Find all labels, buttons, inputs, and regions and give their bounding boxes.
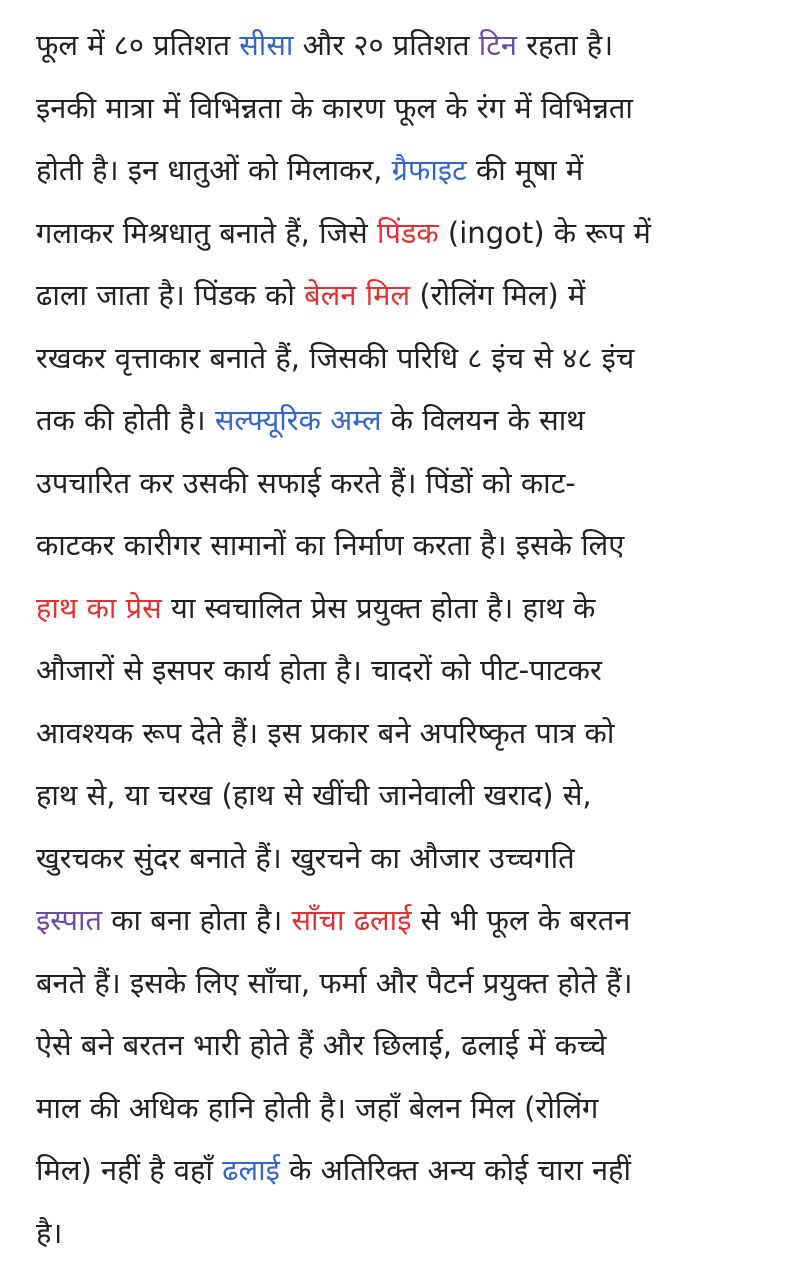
text-segment: होती है। इन धातुओं को मिलाकर, — [36, 153, 392, 187]
text-segment: इनकी मात्रा में विभिन्नता के कारण फूल के रंग में विभिन्नता — [36, 91, 633, 125]
text-segment: औजारों से इसपर कार्य होता है। चादरों को पीट-पाटकर — [36, 653, 602, 687]
text-segment: फूल में ८० प्रतिशत — [36, 28, 239, 62]
text-line — [36, 452, 768, 515]
text-line — [36, 1139, 768, 1202]
text-line — [36, 764, 768, 827]
text-segment: ऐसे बने बरतन भारी होते हैं और छिलाई, ढलाई में कच्चे — [36, 1028, 606, 1062]
text-line — [36, 389, 768, 452]
article-link[interactable]: ढलाई — [222, 1153, 280, 1187]
text-segment: है। — [36, 1216, 62, 1250]
text-line — [36, 327, 768, 390]
text-line — [36, 702, 768, 765]
article-link[interactable]: टिन — [479, 28, 517, 62]
text-segment: बनते हैं। इसके लिए साँचा, फर्मा और पैटर्न प्रयुक्त होते हैं। — [36, 966, 633, 1000]
text-line — [36, 827, 768, 890]
text-segment: रखकर वृत्ताकार बनाते हैं, जिसकी परिधि ८ इंच से ४८ इंच — [36, 341, 634, 375]
article-link[interactable]: बेलन मिल — [304, 278, 410, 312]
text-segment: उपचारित कर उसकी सफाई करते हैं। पिंडों को काट- — [36, 466, 576, 500]
text-segment: का बना होता है। — [102, 903, 291, 937]
text-segment: और २० प्रतिशत — [293, 28, 478, 62]
text-segment: (रोलिंग मिल) में — [410, 278, 585, 312]
text-segment: खुरचकर सुंदर बनाते हैं। खुरचने का औजार उच्चगति — [36, 841, 575, 875]
text-line — [36, 514, 768, 577]
article-link[interactable]: सीसा — [239, 28, 293, 62]
text-line — [36, 1077, 768, 1140]
article-link[interactable]: हाथ का प्रेस — [36, 591, 162, 625]
text-segment: माल की अधिक हानि होती है। जहाँ बेलन मिल (रोलिंग — [36, 1091, 598, 1125]
text-segment: के अतिरिक्त अन्य कोई चारा नहीं — [280, 1153, 631, 1187]
text-line — [36, 889, 768, 952]
text-segment: काटकर कारीगर सामानों का निर्माण करता है। इसके लिए — [36, 528, 624, 562]
text-segment: या स्वचालित प्रेस प्रयुक्त होता है। हाथ के — [162, 591, 596, 625]
text-line — [36, 952, 768, 1015]
text-segment: गलाकर मिश्रधातु बनाते हैं, जिसे — [36, 216, 377, 250]
text-line — [36, 77, 768, 140]
article-link[interactable]: पिंडक — [377, 216, 439, 250]
text-segment: हाथ से, या चरख (हाथ से खींची जानेवाली खराद) से, — [36, 778, 592, 812]
text-line — [36, 139, 768, 202]
text-line — [36, 264, 768, 327]
text-line — [36, 639, 768, 702]
text-line — [36, 1014, 768, 1077]
text-segment: ढाला जाता है। पिंडक को — [36, 278, 304, 312]
text-segment: रहता है। — [517, 28, 613, 62]
text-line — [36, 202, 768, 265]
article-link[interactable]: साँचा ढलाई — [291, 903, 411, 937]
text-line — [36, 14, 768, 77]
article-link[interactable]: इस्पात — [36, 903, 102, 937]
article-link[interactable]: सल्फ्यूरिक अम्ल — [215, 403, 382, 437]
text-segment: से भी फूल के बरतन — [411, 903, 630, 937]
text-segment: के विलयन के साथ — [382, 403, 585, 437]
text-segment: मिल) नहीं है वहाँ — [36, 1153, 222, 1187]
text-segment: की मूषा में — [467, 153, 583, 187]
text-line — [36, 577, 768, 640]
text-line — [36, 1202, 768, 1264]
text-segment: (ingot) के रूप में — [439, 216, 651, 250]
text-segment: तक की होती है। — [36, 403, 215, 437]
article-link[interactable]: ग्रैफाइट — [392, 153, 467, 187]
text-segment: आवश्यक रूप देते हैं। इस प्रकार बने अपरिष्कृत पात्र को — [36, 716, 614, 750]
